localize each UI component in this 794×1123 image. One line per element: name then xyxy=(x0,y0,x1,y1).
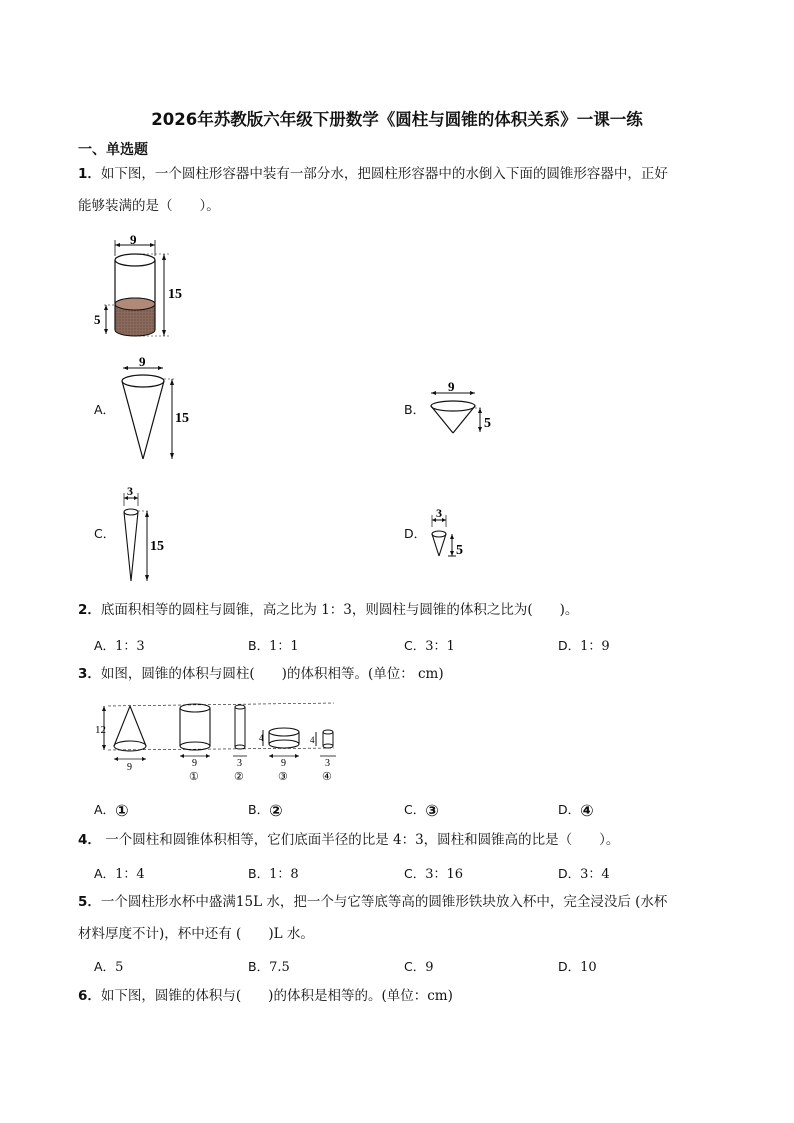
water-height-label: 5 xyxy=(94,312,101,327)
q3-c4-height: 4 xyxy=(310,735,315,745)
q1-option-c[interactable] xyxy=(94,524,115,542)
option-value: 3：16 xyxy=(425,867,464,882)
q3-mark-1: ① xyxy=(189,771,199,783)
option-label: C． xyxy=(94,526,116,541)
q3-c3-height: 4 xyxy=(259,733,264,743)
option-value: 3：1 xyxy=(425,639,455,654)
q4-option-a[interactable] xyxy=(94,863,145,882)
question-text: 如下图，一个圆柱形容器中装有一部分水，把圆柱形容器中的水倒入下面的圆锥形容器中，正好 xyxy=(100,166,668,182)
q1-option-b[interactable] xyxy=(404,400,425,418)
question-number: 5． xyxy=(78,894,101,910)
q1-cylinder-figure xyxy=(92,232,202,340)
q1-option-a-cone[interactable] xyxy=(115,355,205,465)
question-text-cont: 能够装满的是（ ）。 xyxy=(78,198,220,214)
option-label: D． xyxy=(404,526,427,541)
q3-mark-3: ③ xyxy=(278,771,288,783)
q1-option-c-cone[interactable] xyxy=(115,484,175,586)
option-label: A． xyxy=(94,959,116,974)
option-label: D． xyxy=(558,802,581,817)
q3-c3-diameter: 9 xyxy=(281,758,286,769)
cone-b-side-label: 5 xyxy=(484,416,491,431)
option-value: ③ xyxy=(425,801,439,820)
q1-option-d-cone[interactable] xyxy=(425,506,475,564)
q4-option-b[interactable] xyxy=(248,863,299,882)
option-label: C． xyxy=(404,802,426,817)
q1-option-a[interactable] xyxy=(94,400,115,418)
option-label: B． xyxy=(248,959,270,974)
question-number: 2． xyxy=(78,602,101,618)
option-label: C． xyxy=(404,866,426,881)
question-text: 如下图，圆锥的体积与( )的体积是相等的。(单位：cm) xyxy=(100,988,453,1004)
question-5 xyxy=(78,886,718,950)
q5-option-a[interactable] xyxy=(94,957,123,975)
question-1 xyxy=(78,158,718,222)
cone-d-top-label: 3 xyxy=(436,506,442,520)
option-label: A． xyxy=(94,402,116,417)
q2-option-c[interactable] xyxy=(404,635,455,654)
option-label: C． xyxy=(404,959,426,974)
q1-option-d[interactable] xyxy=(404,524,426,542)
q3-cone-height: 12 xyxy=(95,724,106,736)
cone-a-top-label: 9 xyxy=(139,355,146,369)
question-6 xyxy=(78,980,718,1012)
question-4 xyxy=(78,824,718,856)
option-value: 1：1 xyxy=(269,639,299,654)
cone-c-side-label: 15 xyxy=(150,539,164,554)
option-value: ① xyxy=(115,801,129,820)
q5-option-b[interactable] xyxy=(248,957,290,975)
question-2 xyxy=(78,594,718,626)
question-3 xyxy=(78,658,718,690)
q3-c4-diameter: 3 xyxy=(325,758,330,769)
q3-figure xyxy=(94,696,354,788)
q3-option-a[interactable] xyxy=(94,800,129,818)
q2-option-b[interactable] xyxy=(248,635,299,654)
question-number: 6． xyxy=(78,988,101,1004)
q5-option-c[interactable] xyxy=(404,957,434,975)
q3-c1-diameter: 9 xyxy=(192,758,197,769)
question-text: 一个圆柱和圆锥体积相等，它们底面半径的比是 4：3，圆柱和圆锥高的比是（ ）。 xyxy=(105,832,620,848)
question-number: 4． xyxy=(78,832,101,848)
option-label: A． xyxy=(94,866,116,881)
option-label: D． xyxy=(558,638,581,653)
question-number: 1． xyxy=(78,166,101,182)
option-label: D． xyxy=(558,866,581,881)
option-value: ② xyxy=(269,801,283,820)
q5-option-d[interactable] xyxy=(558,957,597,975)
option-label: B． xyxy=(248,866,270,881)
option-label: B． xyxy=(248,638,270,653)
question-number: 3． xyxy=(78,666,101,682)
option-value: 9 xyxy=(425,960,434,975)
option-label: B． xyxy=(404,402,426,417)
option-value: 1：4 xyxy=(115,867,145,882)
q2-option-d[interactable] xyxy=(558,635,610,654)
page-title: 2026年苏教版六年级下册数学《圆柱与圆锥的体积关系》一课一练 xyxy=(151,110,643,129)
option-label: B． xyxy=(248,802,270,817)
q3-option-c[interactable] xyxy=(404,800,439,818)
option-value: ④ xyxy=(580,801,594,820)
cyl-height-label: 15 xyxy=(168,287,182,302)
q3-option-d[interactable] xyxy=(558,800,594,818)
option-value: 1：3 xyxy=(115,639,145,654)
option-label: A． xyxy=(94,638,116,653)
option-value: 1：9 xyxy=(580,639,610,654)
q3-option-b[interactable] xyxy=(248,800,283,818)
q3-mark-4: ④ xyxy=(322,771,332,783)
q3-cone-diameter: 9 xyxy=(127,762,132,773)
option-label: C． xyxy=(404,638,426,653)
question-text: 底面积相等的圆柱与圆锥，高之比为 1：3，则圆柱与圆锥的体积之比为( )。 xyxy=(100,602,579,618)
question-text: 如图，圆锥的体积与圆柱( )的体积相等。(单位： cm) xyxy=(100,666,444,682)
q4-option-c[interactable] xyxy=(404,863,463,882)
option-label: A． xyxy=(94,802,116,817)
question-text: 一个圆柱形水杯中盛满15L 水，把一个与它等底等高的圆锥形铁块放入杯中，完全浸没后 (水杯 xyxy=(100,894,668,910)
cyl-diameter-label: 9 xyxy=(130,232,137,247)
cone-b-top-label: 9 xyxy=(448,380,455,394)
q2-option-a[interactable] xyxy=(94,635,145,654)
q1-option-b-cone[interactable] xyxy=(425,380,505,440)
option-label: D． xyxy=(558,959,581,974)
q3-c2-diameter: 3 xyxy=(237,758,242,769)
q4-option-d[interactable] xyxy=(558,863,610,882)
question-text-cont: 材料厚度不计)，杯中还有 ( )L 水。 xyxy=(78,926,314,942)
option-value: 1：8 xyxy=(269,867,299,882)
section-heading: 一、单选题 xyxy=(78,142,148,158)
option-value: 10 xyxy=(580,960,597,975)
q3-mark-2: ② xyxy=(234,771,244,783)
option-value: 3：4 xyxy=(580,867,610,882)
option-value: 7.5 xyxy=(269,960,290,975)
option-value: 5 xyxy=(115,960,124,975)
cone-d-side-label: 5 xyxy=(456,543,463,558)
cone-a-side-label: 15 xyxy=(175,411,189,426)
cone-c-top-label: 3 xyxy=(127,484,133,498)
